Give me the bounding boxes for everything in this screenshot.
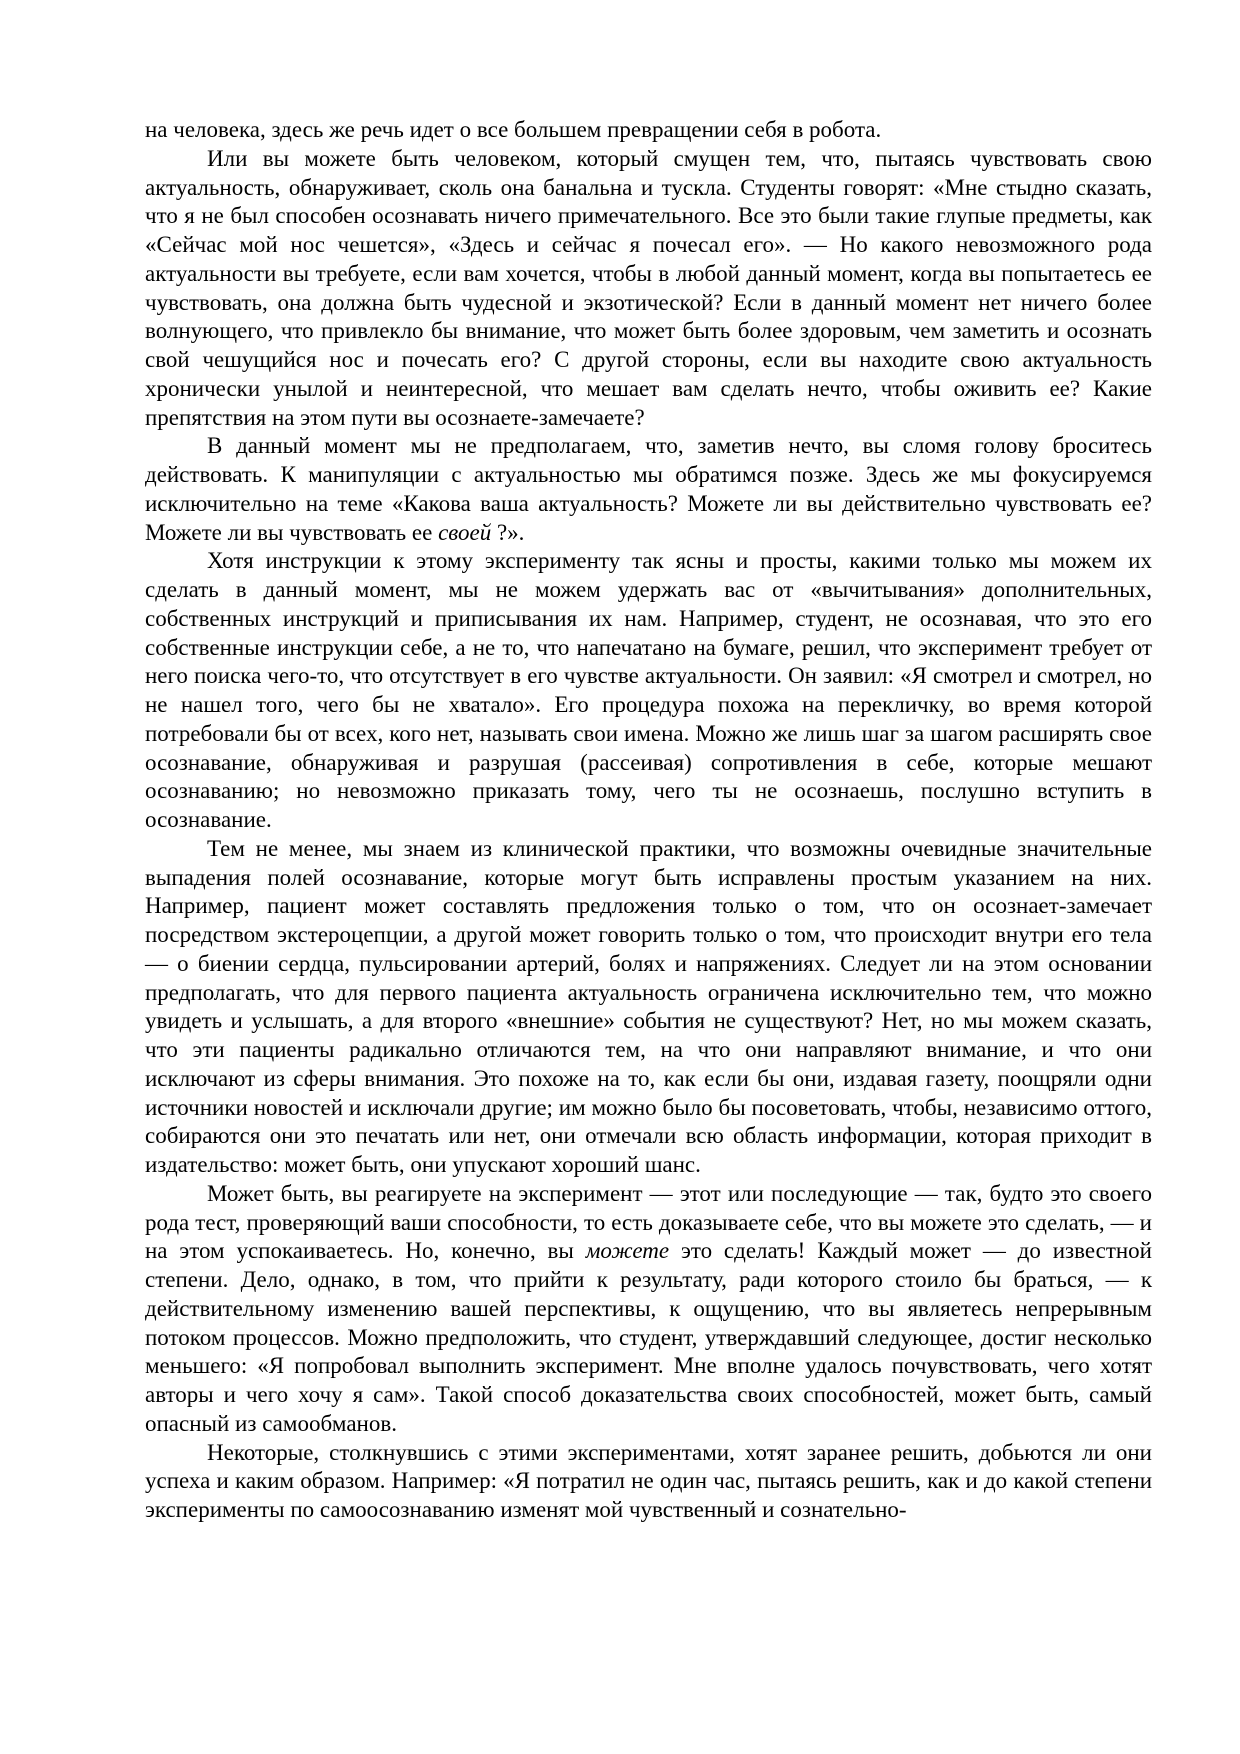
paragraph-7 — [145, 1439, 1152, 1525]
paragraph-3-italic-word: своей — [438, 519, 492, 545]
paragraph-4-text: Хотя инструкции к этому эксперименту так ясны и просты, какими только мы можем их сделать в данный момент, мы не можем удержать вас от «вычитывания» дополнительных, собственных инструкций и приписывания их нам. Например, студент, не осознавая, что это его собственные инструкции себе, а не то, что напечатано на бумаге, решил, что эксперимент требует от него поиска чего-то, что отсутствует в его чувстве актуальности. Он заявил: «Я смотрел и смотрел, но не нашел того, чего бы не хватало». Его процедура похожа на перекличку, во время которой потребовали бы от всех, кого нет, называть свои имена. Можно же лишь шаг за шагом расширять свое осознавание, обнаруживая и разрушая (рассеивая) сопротивления в себе, которые мешают осознаванию; но невозможно приказать тому, чего ты не осознаешь, послушно вступить в осознавание. — [145, 548, 1152, 832]
paragraph-2 — [145, 145, 1152, 433]
paragraph-3 — [145, 432, 1152, 547]
paragraph-7-text: Некоторые, столкнувшись с этими экспериментами, хотят заранее решить, добьются ли они успеха и каким образом. Например: «Я потратил не один час, пытаясь решить, как и до какой степени эксперименты по самоосознаванию изменят мой чувственный и сознательно- — [145, 1439, 1152, 1522]
paragraph-1-text: на человека, здесь же речь идет о все большем превращении себя в робота. — [145, 117, 882, 142]
paragraph-5 — [145, 835, 1152, 1180]
paragraph-5-text: Тем не менее, мы знаем из клинической практики, что возможны очевидные значительные выпадения полей осознавание, которые могут быть исправлены простым указанием на них. Например, пациент может составлять предложения только о том, что он осознает-замечает посредством экстероцепции, а другой может говорить только о том, что происходит внутри его тела — о биении сердца, пульсировании артерий, болях и напряжениях. Следует ли на этом основании предполагать, что для первого пациента актуальность ограничена исключительно тем, что можно увидеть и услышать, а для второго «внешние» события не существуют? Нет, но мы можем сказать, что эти пациенты радикально отличаются тем, на что они направляют внимание, и что они исключают из сферы внимания. Это похоже на то, как если бы они, издавая газету, поощряли одни источники новостей и исключали другие; им можно было бы посоветовать, чтобы, независимо оттого, собираются они это печатать или нет, они отмечали всю область информации, которая приходит в издательство: может быть, они упускают хороший шанс. — [145, 835, 1152, 1177]
paragraph-1 — [145, 116, 1152, 145]
paragraph-6-italic-word: можете — [585, 1238, 670, 1264]
paragraph-6-text: Может быть, вы реагируете на эксперимент — этот или последующие — так, будто это своего рода тест, проверяющий ваши способности, то есть доказываете себе, что вы можете это сделать, — и на этом успокаиваетесь. Но, конечно, вы — [145, 1180, 1152, 1264]
paragraph-6-text-end: это сделать! Каждый может — до известной степени. Дело, однако, в том, что прийти к результату, ради которого стоило бы браться, — к действительному изменению вашей перспективы, к ощущению, что вы являетесь непрерывным потоком процессов. Можно предположить, что студент, утверждавший следующее, достиг несколько меньшего: «Я попробовал выполнить эксперимент. Мне вполне удалось почувствовать, чего хотят авторы и чего хочу я сам». Такой способ доказательства своих способностей, может быть, самый опасный из самообманов. — [145, 1238, 1152, 1436]
paragraph-6 — [145, 1180, 1152, 1439]
paragraph-3-text-end: ?». — [491, 519, 525, 545]
paragraph-4 — [145, 547, 1152, 835]
paragraph-2-text: Или вы можете быть человеком, который смущен тем, что, пытаясь чувствовать свою актуальность, обнаруживает, сколь она банальна и тускла. Студенты говорят: «Мне стыдно сказать, что я не был способен осознавать ничего примечательного. Все это были такие глупые предметы, как «Сейчас мой нос чешется», «Здесь и сейчас я почесал его». — Но какого невозможного рода актуальности вы требуете, если вам хочется, чтобы в любой данный момент, когда вы попытаетесь ее чувствовать, она должна быть чудесной и экзотической? Если в данный момент нет ничего более волнующего, что привлекло бы внимание, что может быть более здоровым, чем заметить и осознать свой чешущийся нос и почесать его? С другой стороны, если вы находите свою актуальность хронически унылой и неинтересной, что мешает вам сделать нечто, чтобы оживить ее? Какие препятствия на этом пути вы осознаете-замечаете? — [145, 145, 1152, 430]
paragraph-3-text: В данный момент мы не предполагаем, что, заметив нечто, вы сломя голову броситесь действовать. К манипуляции с актуальностью мы обратимся позже. Здесь же мы фокусируемся исключительно на теме «Какова ваша актуальность? Можете ли вы действительно чувствовать ее? Можете ли вы чувствовать ее — [145, 433, 1152, 545]
